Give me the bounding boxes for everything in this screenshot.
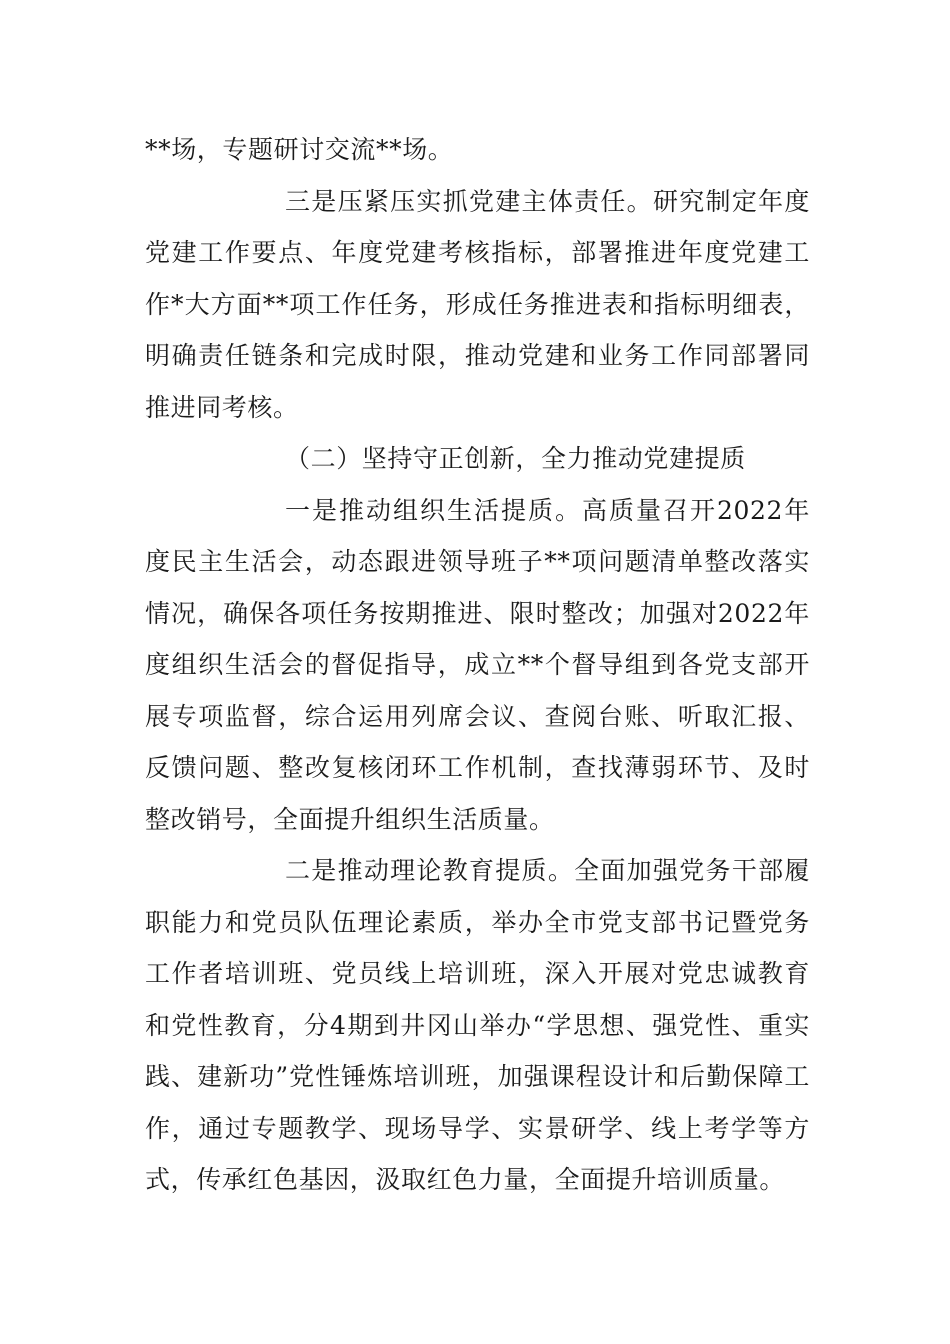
section-heading-2: （二）坚持守正创新，全力推动党建提质: [285, 444, 746, 473]
paragraph-theory-education: 二是推动理论教育提质。全面加强党务干部履职能力和党员队伍理论素质，举办全市党支部书记暨党务工作者培训班、党员线上培训班，深入开展对党忠诚教育和党性教育，分4期到井冈山举办“学思想、强党性、重实践、建新功”党性锤炼培训班，加强课程设计和后勤保障工作，通过专题教学、现场导学、实景研学、线上考学等方式，传承红色基因，汲取红色力量，全面提升培训质量。: [145, 856, 810, 1194]
paragraph-organizational-life: 一是推动组织生活提质。高质量召开2022年度民主生活会，动态跟进领导班子**项问题清单整改落实情况，确保各项任务按期推进、限时整改；加强对2022年度组织生活会的督促指导，成立**个督导组到各党支部开展专项监督，综合运用列席会议、查阅台账、听取汇报、反馈问题、整改复核闭环工作机制，查找薄弱环节、及时整改销号，全面提升组织生活质量。: [145, 495, 810, 834]
document-body: [145, 124, 810, 1206]
paragraph-party-responsibility: 三是压紧压实抓党建主体责任。研究制定年度党建工作要点、年度党建考核指标，部署推进年度党建工作*大方面**项工作任务，形成任务推进表和指标明细表，明确责任链条和完成时限，推动党建和业务工作同部署同推进同考核。: [145, 186, 810, 422]
paragraph-continuation: **场，专题研讨交流**场。: [145, 135, 454, 164]
